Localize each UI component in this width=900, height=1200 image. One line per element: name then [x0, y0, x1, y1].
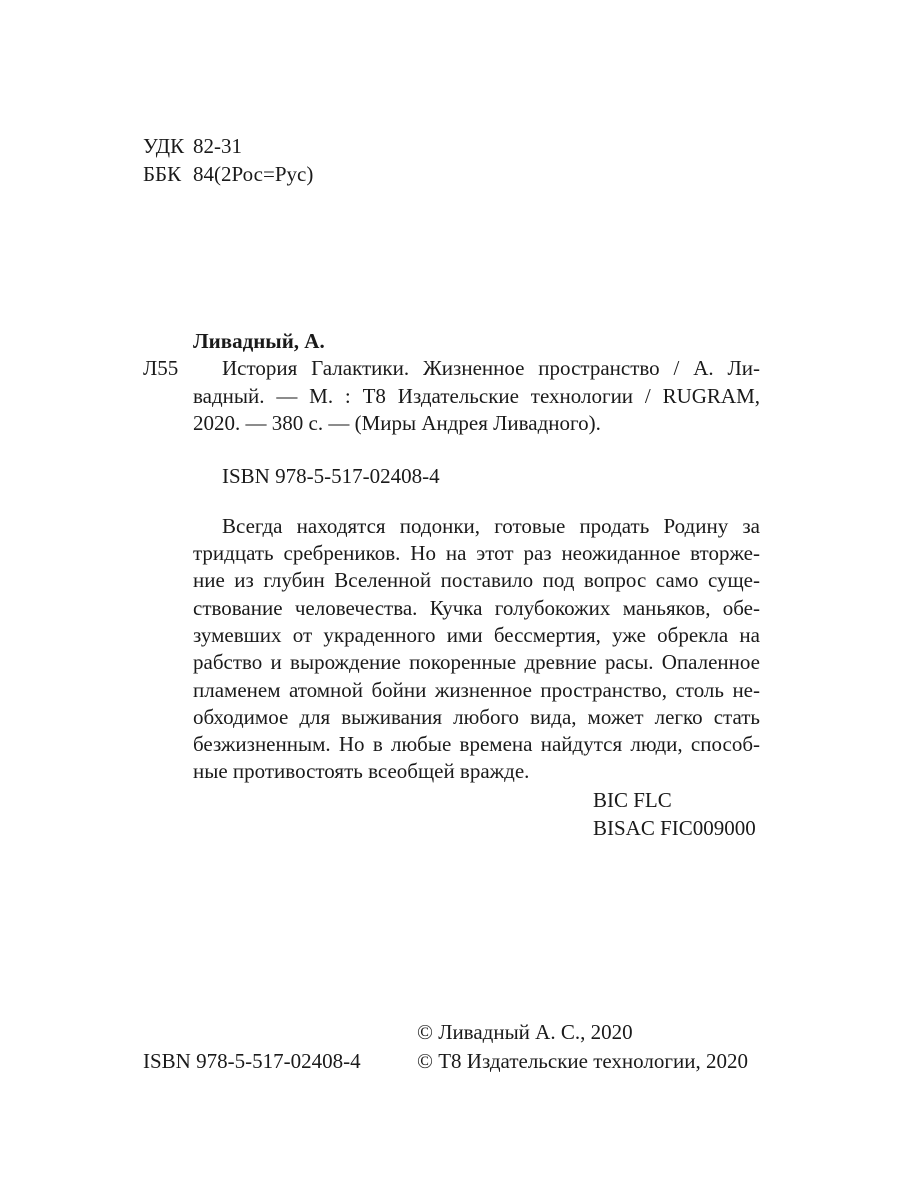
- annotation-line: зумевших от украденного ими бессмертия, уже обрекла на: [193, 623, 760, 647]
- bic-code: BIC FLC: [593, 788, 672, 812]
- annotation-line: пламенем атомной бойни жизненное пространство, столь не-: [193, 678, 760, 702]
- annotation-line: ние из глубин Вселенной поставило под вопрос само суще-: [193, 568, 760, 592]
- annotation-line: рабство и вырождение покоренные древние расы. Опаленное: [193, 650, 760, 674]
- copyright-author: © Ливадный А. С., 2020: [417, 1020, 633, 1044]
- catalog-isbn: ISBN 978-5-517-02408-4: [222, 464, 440, 488]
- annotation-line: ные противостоять всеобщей вражде.: [193, 759, 530, 783]
- annotation-line: безжизненным. Но в любые времена найдутся люди, способ-: [193, 732, 760, 756]
- description-line: 2020. — 380 с. — (Миры Андрея Ливадного).: [193, 411, 601, 435]
- copyright-publisher: © Т8 Издательские технологии, 2020: [417, 1049, 748, 1073]
- udk-label: УДК: [143, 134, 185, 158]
- footer-isbn: ISBN 978-5-517-02408-4: [143, 1049, 361, 1073]
- annotation-line: Всегда находятся подонки, готовые продать Родину за: [222, 514, 760, 538]
- author-mark: Л55: [143, 356, 179, 380]
- bbk-value: 84(2Рос=Рус): [193, 162, 314, 186]
- annotation-line: ствование человечества. Кучка голубокожих маньяков, обе-: [193, 596, 760, 620]
- author-heading: Ливадный, А.: [193, 329, 325, 353]
- bisac-code: BISAC FIC009000: [593, 816, 756, 840]
- annotation-line: обходимое для выживания любого вида, может легко стать: [193, 705, 760, 729]
- description-line: История Галактики. Жизненное пространство / А. Ли-: [222, 356, 760, 380]
- description-line: вадный. — М. : Т8 Издательские технологии / RUGRAM,: [193, 384, 760, 408]
- bbk-label: ББК: [143, 162, 182, 186]
- udk-value: 82-31: [193, 134, 242, 158]
- annotation-line: тридцать сребреников. Но на этот раз неожиданное вторже-: [193, 541, 760, 565]
